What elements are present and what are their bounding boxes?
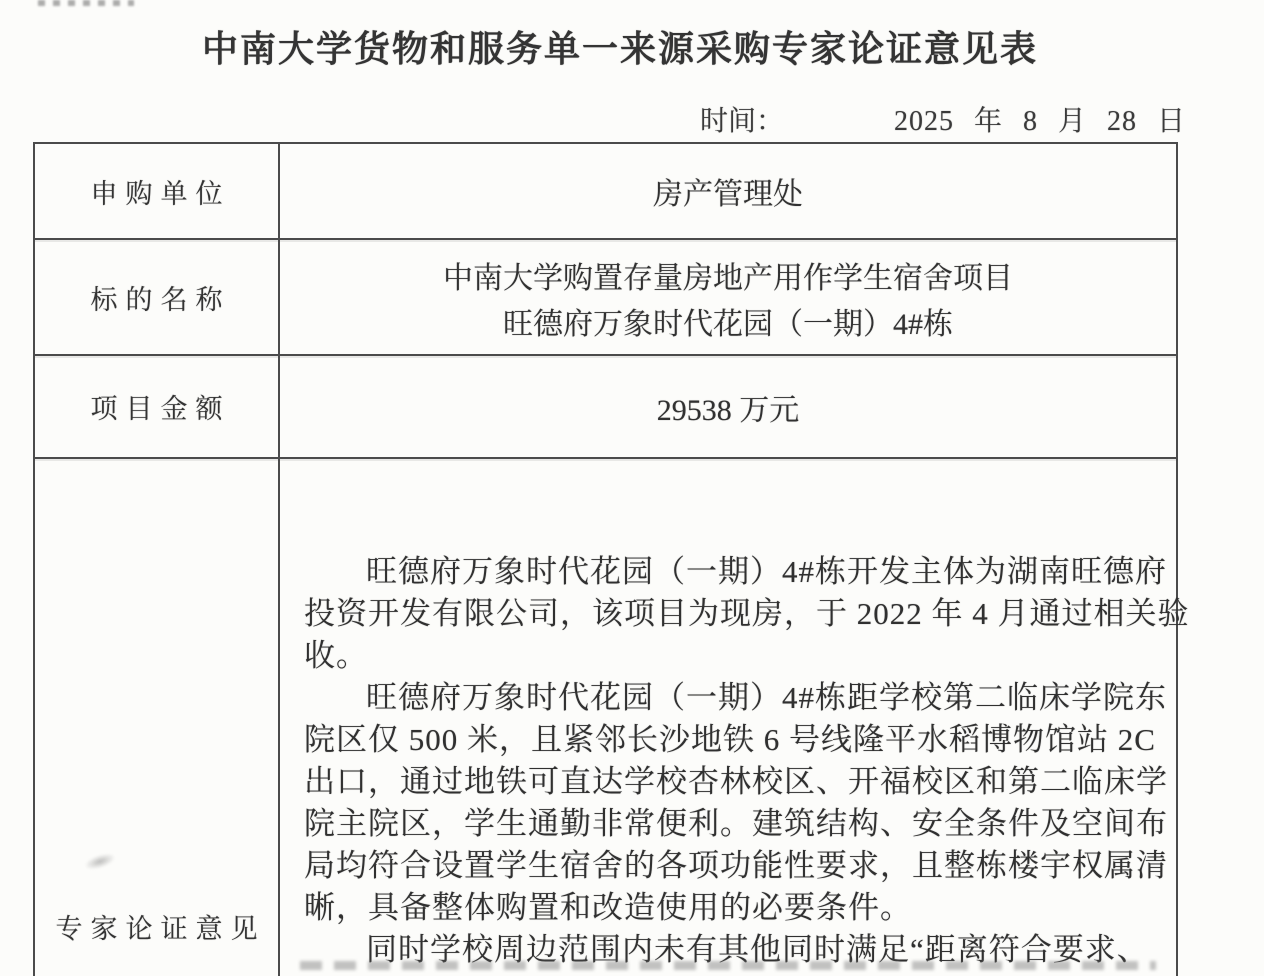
- opinion-line-1: 旺德府万象时代花园（一期）4#栋开发主体为湖南旺德府: [366, 554, 1167, 589]
- opinion-line-7: 院主院区，学生通勤非常便利。建筑结构、安全条件及空间布: [304, 806, 1168, 841]
- row-label-project-amount: 项目金额: [35, 356, 280, 459]
- subject-name-line-2: 旺德府万象时代花园（一期）4#栋: [503, 308, 953, 341]
- subject-name-line-1: 中南大学购置存量房地产用作学生宿舍项目: [443, 262, 1013, 295]
- date-label: 时间：: [700, 106, 785, 137]
- date-row: [700, 99, 1186, 139]
- opinion-line-9: 晰，具备整体购置和改造使用的必要条件。: [304, 890, 912, 925]
- opinion-line-3: 收。: [304, 638, 368, 673]
- row-value-subject-name: [280, 240, 1176, 356]
- form-table: [33, 142, 1190, 976]
- opinion-line-8: 局均符合设置学生宿舍的各项功能性要求，且整栋楼宇权属清: [304, 848, 1168, 883]
- row-label-purchasing-unit: 申购单位: [35, 144, 280, 240]
- opinion-line-4: 旺德府万象时代花园（一期）4#栋距学校第二临床学院东: [366, 680, 1167, 715]
- date-value: 2025 年 8 月 28 日: [894, 106, 1187, 137]
- opinion-line-6: 出口，通过地铁可直达学校杏林校区、开福校区和第二临床学: [304, 764, 1168, 799]
- opinion-line-2: 投资开发有限公司，该项目为现房，于 2022 年 4 月通过相关验: [304, 596, 1190, 631]
- project-amount-text: 29538 万元: [656, 393, 800, 427]
- opinion-line-10: 同时学校周边范围内未有其他同时满足“距离符合要求、: [366, 932, 1149, 967]
- purchasing-unit-text: 房产管理处: [653, 178, 803, 211]
- opinion-line-5: 院区仅 500 米，且紧邻长沙地铁 6 号线隆平水稻博物馆站 2C: [304, 722, 1156, 757]
- row-value-project-amount: [280, 356, 1176, 459]
- row-value-purchasing-unit: [280, 144, 1176, 240]
- cut-off-text-fragment-top: [38, 0, 134, 6]
- page-title: 中南大学货物和服务单一来源采购专家论证意见表: [201, 28, 1038, 69]
- cut-off-text-fragment-bottom: [300, 961, 1156, 970]
- row-label-subject-name: 标的名称: [35, 240, 280, 356]
- row-label-expert-opinion: 专家论证意见: [35, 459, 280, 976]
- row-value-expert-opinion: [280, 459, 1190, 976]
